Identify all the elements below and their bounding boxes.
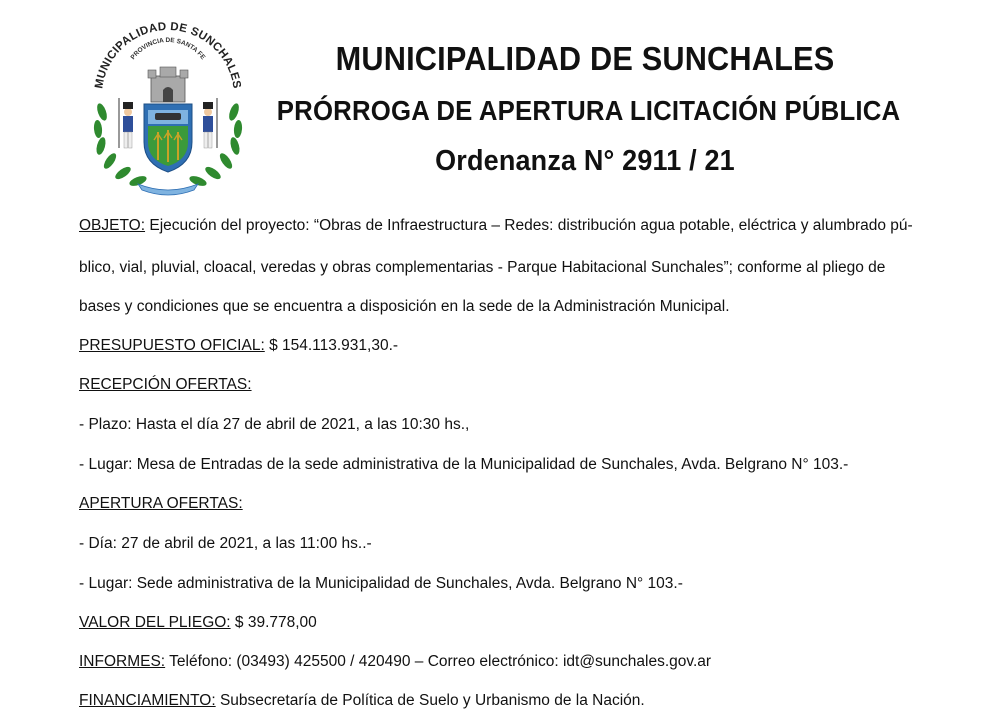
municipal-seal-logo <box>88 14 248 199</box>
ordinance-number: Ordenanza N° 2911 / 21 <box>435 145 735 177</box>
objeto-label: OBJETO: <box>79 217 146 234</box>
apertura-line <box>79 495 243 513</box>
financiamiento-value: Subsecretaría de Política de Suelo y Urbanismo de la Nación. <box>215 692 645 709</box>
objeto-line-1 <box>79 217 913 235</box>
informes-line <box>79 653 711 671</box>
page-subtitle: PRÓRROGA DE APERTURA LICITACIÓN PÚBLICA <box>276 95 901 126</box>
soldier-left-icon <box>119 98 133 148</box>
recepcion-lugar: - Lugar: Mesa de Entradas de la sede administrativa de la Municipalidad de Sunchales, Avda. Belgrano N° 103.- <box>79 456 849 473</box>
objeto-text-1: Ejecución del proyecto: “Obras de Infraestructura – Redes: distribución agua potable, eléctrica y alumbrado pú- <box>145 217 913 234</box>
seal-inner-text: PROVINCIA DE SANTA FE <box>129 36 207 62</box>
shield-icon <box>144 104 192 172</box>
financiamiento-label: FINANCIAMIENTO: <box>79 692 216 709</box>
financiamiento-line <box>79 692 645 710</box>
presupuesto-label: PRESUPUESTO OFICIAL: <box>79 337 265 354</box>
apertura-dia: - Día: 27 de abril de 2021, a las 11:00 hs..- <box>79 535 372 552</box>
apertura-lugar: - Lugar: Sede administrativa de la Municipalidad de Sunchales, Avda. Belgrano N° 103.- <box>79 575 683 592</box>
ribbon-icon <box>138 184 198 195</box>
recepcion-label: RECEPCIÓN OFERTAS: <box>79 376 252 393</box>
castle-tower-icon <box>148 67 188 102</box>
presupuesto-line <box>79 337 398 355</box>
informes-value: Teléfono: (03493) 425500 / 420490 – Correo electrónico: idt@sunchales.gov.ar <box>165 653 712 670</box>
objeto-text-3: bases y condiciones que se encuentra a disposición en la sede de la Administración Municipal. <box>79 298 730 315</box>
seal-outer-text: MUNICIPALIDAD DE SUNCHALES <box>93 20 243 90</box>
recepcion-plazo: - Plazo: Hasta el día 27 de abril de 2021, a las 10:30 hs., <box>79 416 470 433</box>
valor-value: $ 39.778,00 <box>230 614 317 631</box>
valor-line <box>79 614 317 632</box>
informes-label: INFORMES: <box>79 653 166 670</box>
soldier-right-icon <box>203 98 217 148</box>
presupuesto-value: $ 154.113.931,30.- <box>264 337 399 354</box>
objeto-text-2: blico, vial, pluvial, cloacal, veredas y obras complementarias - Parque Habitacional Sunchales”; conforme al pliego de <box>79 259 886 276</box>
recepcion-line <box>79 376 252 394</box>
apertura-label: APERTURA OFERTAS: <box>79 495 243 512</box>
valor-label: VALOR DEL PLIEGO: <box>79 614 231 631</box>
page-title: MUNICIPALIDAD DE SUNCHALES <box>335 40 835 77</box>
